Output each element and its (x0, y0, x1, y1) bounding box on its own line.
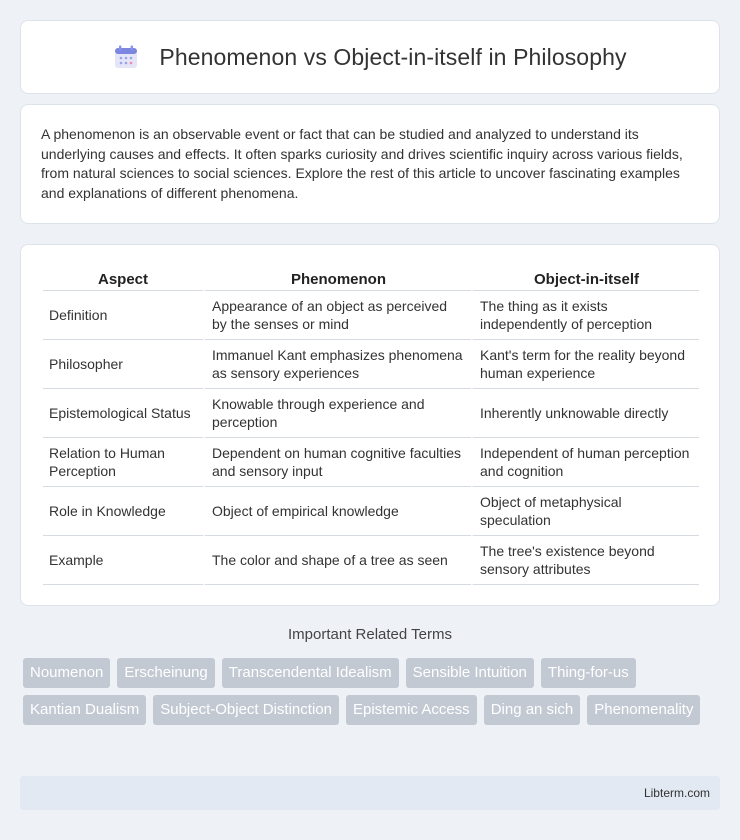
tag-epistemic-access[interactable]: Epistemic Access (346, 695, 477, 725)
table-cell: Object of metaphysical speculation (471, 487, 699, 536)
table-row (43, 536, 699, 585)
table-cell: Philosopher (43, 340, 203, 389)
tag-erscheinung[interactable]: Erscheinung (117, 658, 214, 688)
table-cell: Inherently unknowable directly (471, 389, 699, 438)
table-cell: Definition (43, 291, 203, 340)
comparison-table (43, 265, 699, 585)
footer (20, 776, 720, 810)
table-cell: Role in Knowledge (43, 487, 203, 536)
intro-card (20, 104, 720, 224)
comparison-table-card (20, 244, 720, 606)
table-cell: Independent of human perception and cognition (471, 438, 699, 487)
column-header-aspect: Aspect (43, 265, 203, 291)
table-row (43, 291, 699, 340)
table-cell: Kant's term for the reality beyond human experience (471, 340, 699, 389)
table-row (43, 487, 699, 536)
table-cell: Relation to Human Perception (43, 438, 203, 487)
table-cell: The thing as it exists independently of perception (471, 291, 699, 340)
table-row (43, 340, 699, 389)
table-row (43, 438, 699, 487)
tag-transcendental-idealism[interactable]: Transcendental Idealism (222, 658, 399, 688)
tag-thing-for-us[interactable]: Thing-for-us (541, 658, 636, 688)
table-cell: Appearance of an object as perceived by the senses or mind (203, 291, 471, 340)
page-title: Phenomenon vs Object-in-itself in Philosophy (159, 43, 627, 70)
table-cell: The tree's existence beyond sensory attributes (471, 536, 699, 585)
tag-subject-object-distinction[interactable]: Subject-Object Distinction (153, 695, 339, 725)
table-header-row (43, 265, 699, 291)
tag-kantian-dualism[interactable]: Kantian Dualism (23, 695, 146, 725)
table-cell: Epistemological Status (43, 389, 203, 438)
table-cell: Immanuel Kant emphasizes phenomena as sensory experiences (203, 340, 471, 389)
table-cell: Knowable through experience and perception (203, 389, 471, 438)
tag-noumenon[interactable]: Noumenon (23, 658, 110, 688)
tag-sensible-intuition[interactable]: Sensible Intuition (406, 658, 534, 688)
intro-text: A phenomenon is an observable event or fact that can be studied and analyzed to understand its underlying causes and effects. It often sparks curiosity and drives scientific inquiry across various fields, from natural sciences to social sciences. Explore the rest of this article to uncover fascinating examples and explanations of different phenomena. (41, 126, 683, 201)
related-terms-list (23, 658, 723, 725)
tag-phenomenality[interactable]: Phenomenality (587, 695, 700, 725)
calendar-icon (113, 44, 139, 70)
table-row (43, 389, 699, 438)
header-card (20, 20, 720, 94)
table-cell: The color and shape of a tree as seen (203, 536, 471, 585)
related-terms-title: Important Related Terms (288, 626, 452, 643)
footer-site-link[interactable]: Libterm.com (643, 786, 710, 800)
column-header-phenomenon: Phenomenon (203, 265, 471, 291)
table-cell: Object of empirical knowledge (203, 487, 471, 536)
tag-ding-an-sich[interactable]: Ding an sich (484, 695, 581, 725)
table-cell: Example (43, 536, 203, 585)
title-wrap (113, 44, 626, 71)
table-cell: Dependent on human cognitive faculties and sensory input (203, 438, 471, 487)
column-header-object-in-itself: Object-in-itself (471, 265, 699, 291)
